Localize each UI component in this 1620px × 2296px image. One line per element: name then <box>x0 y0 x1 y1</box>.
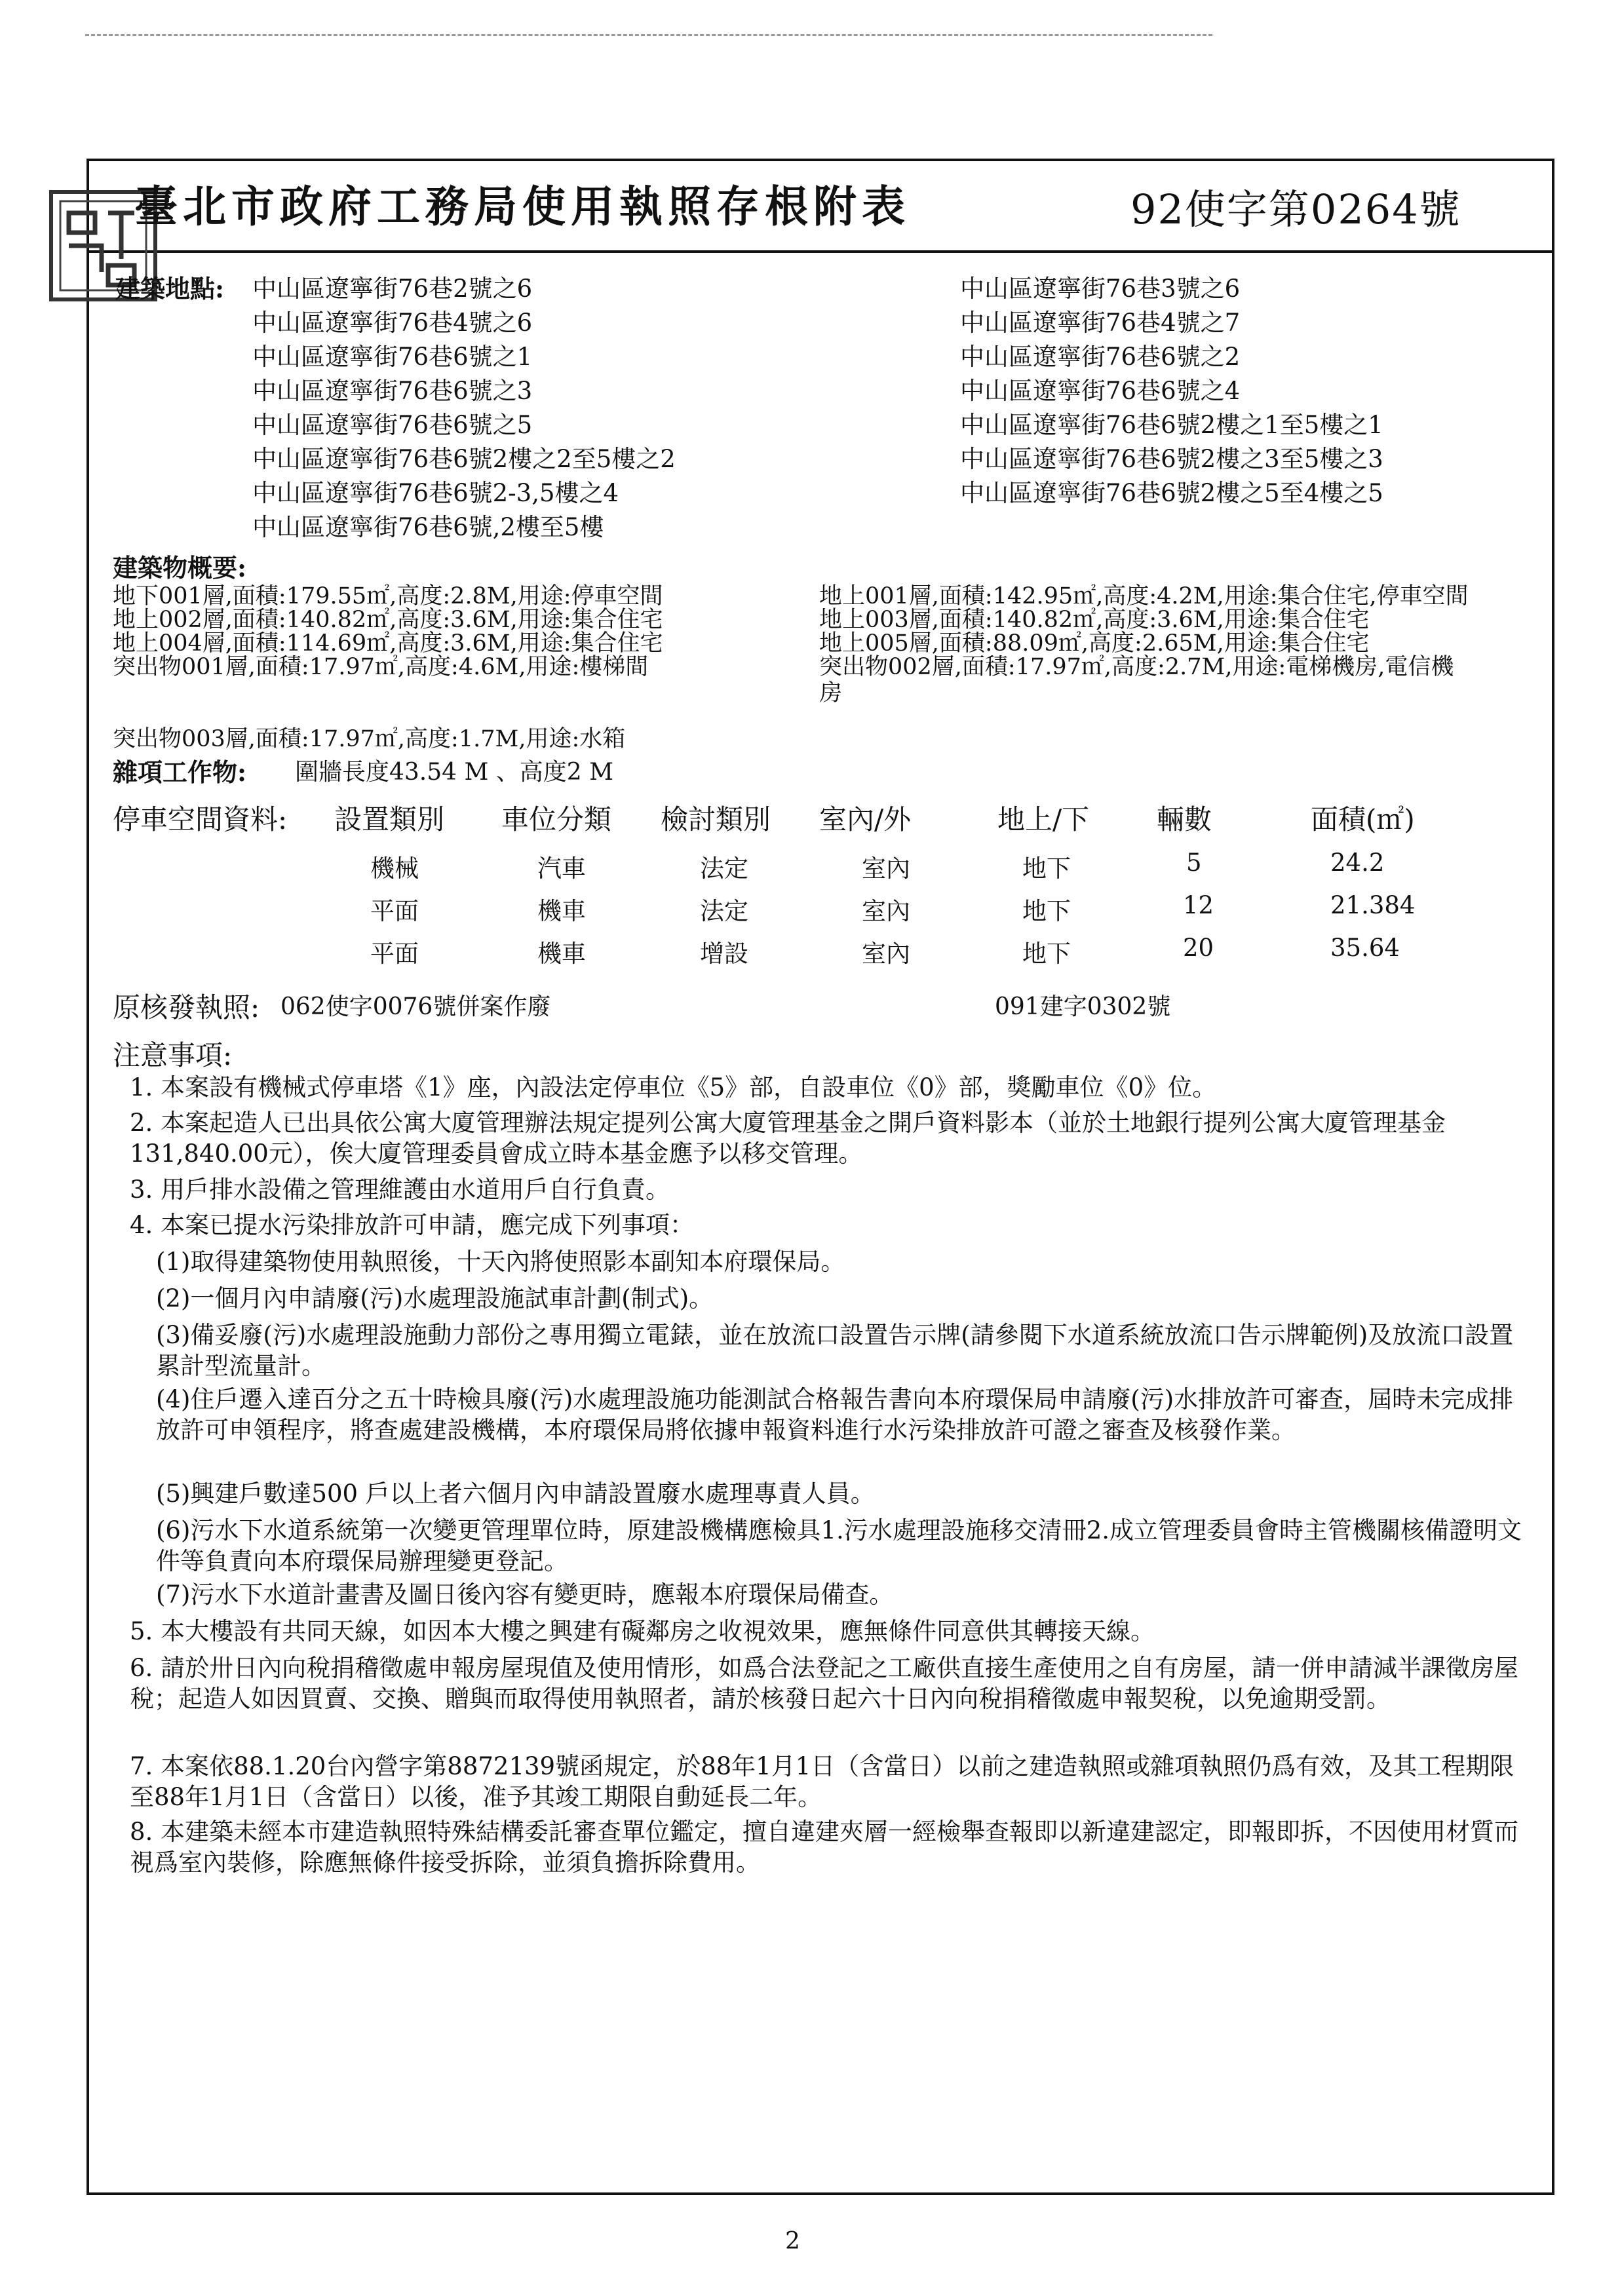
address-left-6: 中山區遼寧街76巷6號2樓之2至5樓之2 <box>252 445 676 473</box>
parking-header-type: 設置類別 <box>334 803 445 835</box>
misc-label: 雜項工作物: <box>113 757 247 787</box>
note-4-4: (4)住戶遷入達百分之五十時檢具廢(污)水處理設施功能測試合格報告書向本府環保局申請廢(污)水排放許可審查，屆時未完成排放許可申領程序，將查處建設機構，本府環保局將依據申報資料進行水污染排放許可證之審查及核發作業。 <box>156 1385 1514 1444</box>
parking-row2-review: 法定 <box>700 897 748 925</box>
address-left-5: 中山區遼寧街76巷6號之5 <box>252 411 533 439</box>
address-right-6: 中山區遼寧街76巷6號2樓之3至5樓之3 <box>960 445 1383 473</box>
parking-label: 停車空間資料: <box>113 803 288 835</box>
notes-label: 注意事項: <box>113 1039 233 1071</box>
address-right-3: 中山區遼寧街76巷6號之2 <box>960 343 1241 371</box>
parking-header-level: 地上/下 <box>997 803 1090 835</box>
note-4-5: (5)興建戶數達500 戶以上者六個月內申請設置廢水處理專責人員。 <box>156 1480 875 1508</box>
address-right-2: 中山區遼寧街76巷4號之7 <box>960 309 1241 337</box>
parking-row2-indoor: 室內 <box>862 897 910 925</box>
permit-number: 92使字第0264號 <box>1130 185 1461 233</box>
parking-row1-class: 汽車 <box>537 854 586 883</box>
address-left-4: 中山區遼寧街76巷6號之3 <box>252 377 533 405</box>
note-3: 3. 用戶排水設備之管理維護由水道用戶自行負責。 <box>130 1176 670 1204</box>
parking-row2-count: 12 <box>1183 891 1214 919</box>
misc-value: 圍牆長度43.54 M 、高度2 M <box>295 759 614 786</box>
building-extra: 突出物003層,面積:17.97㎡,高度:1.7M,用途:水箱 <box>113 726 626 752</box>
parking-row3-count: 20 <box>1183 934 1214 962</box>
address-label: 建築地點: <box>115 274 225 303</box>
parking-row1-review: 法定 <box>700 854 748 883</box>
building-right-3: 地上005層,面積:88.09㎡,高度:2.65M,用途:集合住宅 <box>819 630 1370 657</box>
scan-top-line <box>85 34 1212 36</box>
building-summary-label: 建築物概要: <box>113 553 247 583</box>
parking-row1-type: 機械 <box>370 854 419 883</box>
building-right-2: 地上003層,面積:140.82㎡,高度:3.6M,用途:集合住宅 <box>819 607 1370 633</box>
address-right-1: 中山區遼寧街76巷3號之6 <box>960 275 1241 303</box>
address-left-2: 中山區遼寧街76巷4號之6 <box>252 309 533 337</box>
building-right-4: 突出物002層,面積:17.97㎡,高度:2.7M,用途:電梯機房,電信機 <box>819 654 1454 680</box>
address-right-5: 中山區遼寧街76巷6號2樓之1至5樓之1 <box>960 411 1383 439</box>
parking-row3-type: 平面 <box>370 940 419 968</box>
note-4-3: (3)備妥廢(污)水處理設施動力部份之專用獨立電錶，並在放流口設置告示牌(請參閱下水道系統放流口告示牌範例)及放流口設置累計型流量計。 <box>156 1321 1514 1380</box>
building-right-1: 地上001層,面積:142.95㎡,高度:4.2M,用途:集合住宅,停車空間 <box>819 583 1469 609</box>
building-left-3: 地上004層,面積:114.69㎡,高度:3.6M,用途:集合住宅 <box>113 630 663 657</box>
header-divider <box>87 250 1552 253</box>
parking-row3-indoor: 室內 <box>862 940 910 968</box>
parking-header-review: 檢討類別 <box>661 803 771 835</box>
parking-row2-area: 21.384 <box>1330 891 1416 919</box>
original-permit-value-1: 062使字0076號併案作廢 <box>280 993 551 1020</box>
note-6: 6. 請於卅日內向稅捐稽徵處申報房屋現值及使用情形，如爲合法登記之工廠供直接生產使用之自有房屋，請一併申請減半課徵房屋稅；起造人如因買賣、交換、贈與而取得使用執照者，請於核發日起六十日內向稅捐稽徵處申報契稅，以免逾期受罰。 <box>130 1654 1519 1713</box>
note-7: 7. 本案依88.1.20台內營字第8872139號函規定，於88年1月1日（含當日）以前之建造執照或雜項執照仍爲有效，及其工程期限至88年1月1日（含當日）以後，准予其竣工期限自動延長二年。 <box>130 1752 1514 1811</box>
parking-row3-class: 機車 <box>537 940 586 968</box>
building-left-2: 地上002層,面積:140.82㎡,高度:3.6M,用途:集合住宅 <box>113 607 663 633</box>
parking-row2-level: 地下 <box>1022 897 1071 925</box>
parking-row1-indoor: 室內 <box>862 854 910 883</box>
address-left-8: 中山區遼寧街76巷6號,2樓至5樓 <box>252 513 604 541</box>
note-1: 1. 本案設有機械式停車塔《1》座，內設法定停車位《5》部，自設車位《0》部，獎勵車位《0》位。 <box>130 1073 1217 1101</box>
parking-header-area: 面積(㎡) <box>1311 803 1415 835</box>
address-left-1: 中山區遼寧街76巷2號之6 <box>252 275 533 303</box>
note-4-2: (2)一個月內申請廢(污)水處理設施試車計劃(制式)。 <box>156 1284 714 1312</box>
note-4-1: (1)取得建築物使用執照後，十天內將使照影本副知本府環保局。 <box>156 1248 845 1276</box>
building-left-1: 地下001層,面積:179.55㎡,高度:2.8M,用途:停車空間 <box>113 583 663 609</box>
note-4-7: (7)污水下水道計畫書及圖日後內容有變更時，應報本府環保局備查。 <box>156 1580 894 1609</box>
parking-row1-level: 地下 <box>1022 854 1071 883</box>
note-8: 8. 本建築未經本市建造執照特殊結構委託審查單位鑑定，擅自違建夾層一經檢舉查報即以新違建認定，即報即拆，不因使用材質而視爲室內裝修，除應無條件接受拆除，並須負擔拆除費用。 <box>130 1818 1519 1877</box>
original-permit-label: 原核發執照: <box>113 991 260 1024</box>
parking-header-indoor: 室內/外 <box>819 803 912 835</box>
parking-row2-type: 平面 <box>370 897 419 925</box>
parking-row2-class: 機車 <box>537 897 586 925</box>
building-right-5: 房 <box>819 680 843 706</box>
parking-row3-area: 35.64 <box>1330 934 1400 962</box>
note-5: 5. 本大樓設有共同天線，如因本大樓之興建有礙鄰房之收視效果，應無條件同意供其轉接天線。 <box>130 1617 1155 1645</box>
note-4: 4. 本案已提水污染排放許可申請，應完成下列事項： <box>130 1211 695 1239</box>
parking-row3-review: 增設 <box>700 940 748 968</box>
page-number: 2 <box>785 2228 800 2255</box>
address-right-7: 中山區遼寧街76巷6號2樓之5至4樓之5 <box>960 479 1383 507</box>
note-4-6: (6)污水下水道系統第一次變更管理單位時，原建設機構應檢具1.污水處理設施移交清冊2.成立管理委員會時主管機關核備證明文件等負責向本府環保局辦理變更登記。 <box>156 1516 1522 1575</box>
parking-row1-area: 24.2 <box>1330 849 1385 877</box>
building-left-4: 突出物001層,面積:17.97㎡,高度:4.6M,用途:樓梯間 <box>113 654 649 680</box>
parking-header-class: 車位分類 <box>501 803 612 835</box>
parking-row1-count: 5 <box>1186 849 1202 877</box>
address-left-7: 中山區遼寧街76巷6號2-3,5樓之4 <box>252 479 619 507</box>
parking-header-count: 輛數 <box>1157 803 1212 835</box>
address-right-4: 中山區遼寧街76巷6號之4 <box>960 377 1241 405</box>
address-left-3: 中山區遼寧街76巷6號之1 <box>252 343 533 371</box>
original-permit-value-2: 091建字0302號 <box>995 993 1171 1020</box>
note-2: 2. 本案起造人已出具依公寓大廈管理辦法規定提列公寓大廈管理基金之開戶資料影本（並於土地銀行提列公寓大廈管理基金131,840.00元），俟大廈管理委員會成立時本基金應予以移交管理。 <box>130 1109 1446 1168</box>
parking-row3-level: 地下 <box>1022 940 1071 968</box>
document-title: 臺北市政府工務局使用執照存根附表 <box>134 181 910 232</box>
